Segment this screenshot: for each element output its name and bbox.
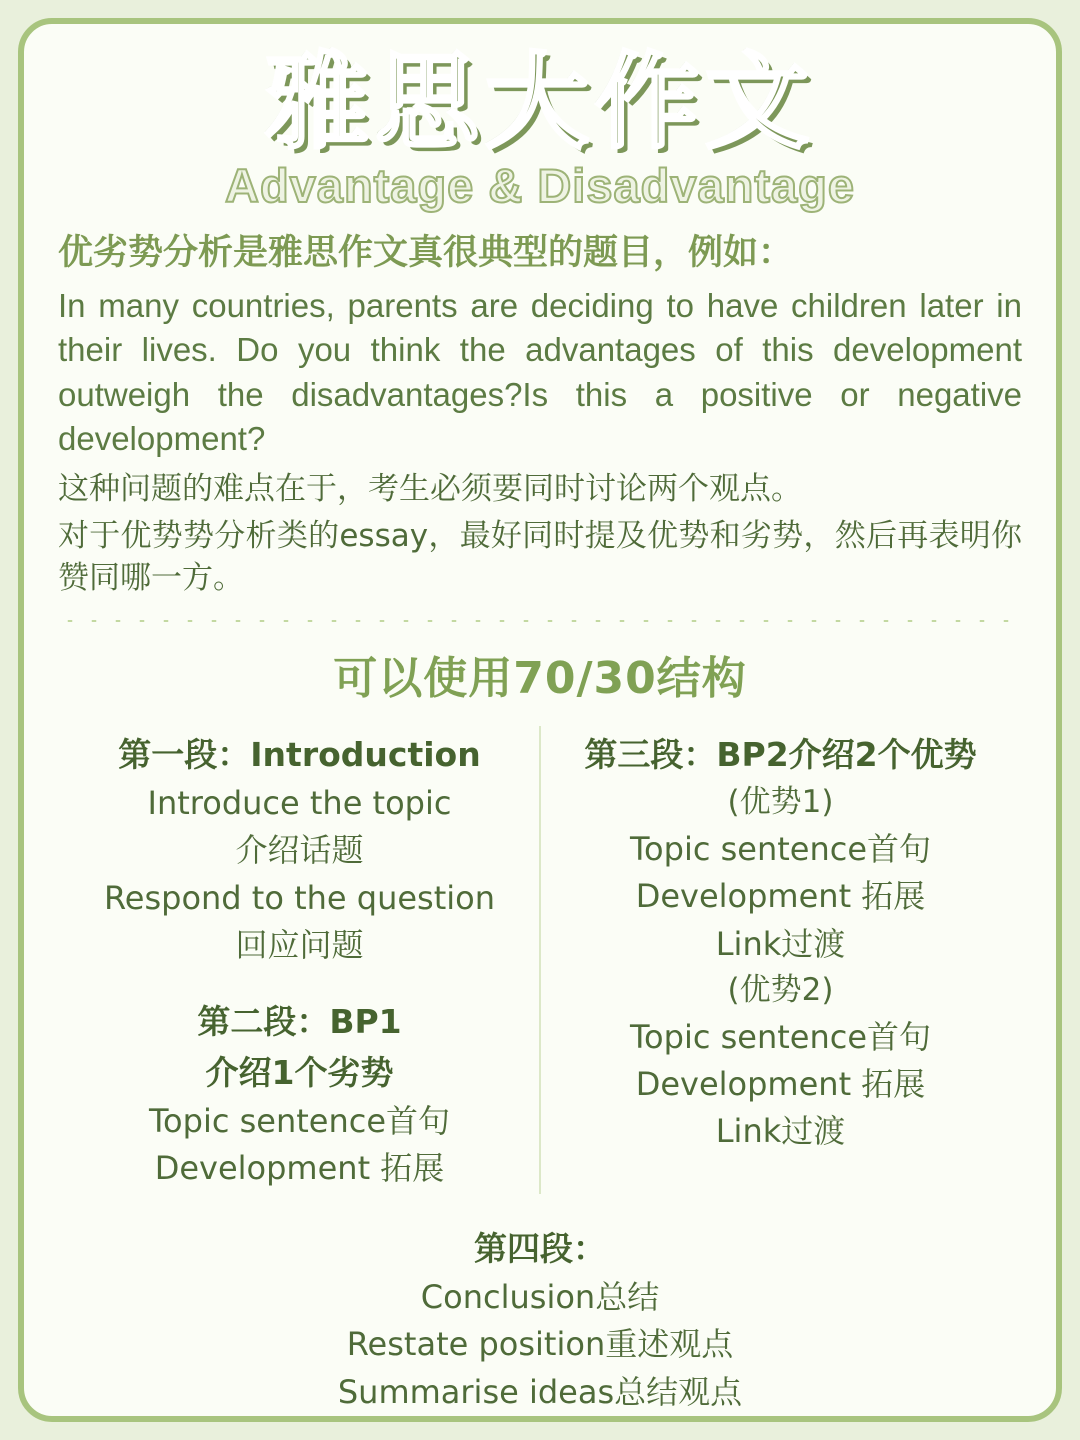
advantage-2-line: Topic sentence首句 bbox=[629, 1017, 932, 1056]
intro-block bbox=[24, 212, 1056, 600]
advantage-1-line: Topic sentence首句 bbox=[629, 830, 932, 869]
structure-columns bbox=[24, 712, 1056, 1194]
paragraph-1-line: Respond to the question bbox=[103, 878, 496, 917]
paragraph-4-line: Conclusion总结 bbox=[420, 1278, 660, 1317]
paragraph-1-line: 回应问题 bbox=[235, 925, 364, 964]
column-spacer bbox=[60, 971, 539, 993]
structure-heading: 可以使用70/30结构 bbox=[333, 653, 747, 705]
structure-column-right bbox=[539, 726, 1020, 1194]
advantage-2-line: Development 拓展 bbox=[635, 1064, 926, 1103]
paragraph-4-heading: 第四段： bbox=[474, 1229, 606, 1269]
advantage-1-line: Link过渡 bbox=[715, 924, 846, 963]
paragraph-2-line: Topic sentence首句 bbox=[148, 1101, 451, 1140]
paragraph-3-heading: 第三段：BP2介绍2个优势 bbox=[584, 735, 977, 775]
intro-note-2: 对于优势势分析类的essay，最好同时提及优势和劣势，然后再表明你赞同哪一方。 bbox=[58, 517, 1022, 597]
paragraph-4-line: Restate position重述观点 bbox=[346, 1325, 734, 1364]
advantage-2-label: (优势2) bbox=[727, 971, 834, 1008]
paragraph-2-subheading: 介绍1个劣势 bbox=[205, 1052, 394, 1092]
paragraph-2-line: Development 拓展 bbox=[154, 1149, 445, 1188]
advantage-2-line: Link过渡 bbox=[715, 1112, 846, 1151]
paragraph-4-line: Summarise ideas总结观点 bbox=[337, 1372, 743, 1411]
paragraph-2-heading: 第二段：BP1 bbox=[197, 1002, 402, 1042]
advantage-1-line: Development 拓展 bbox=[635, 877, 926, 916]
page-title-cn: 雅思大作文 bbox=[264, 41, 815, 163]
structure-column-left bbox=[60, 726, 539, 1194]
paragraph-1-line: 介绍话题 bbox=[235, 831, 364, 870]
page-title-en: Advantage & Disadvantage bbox=[225, 159, 855, 213]
dotted-divider bbox=[58, 616, 1022, 626]
essay-prompt: In many countries, parents are deciding to have children later in their lives. Do you think the advantages of this development outweigh the disadvantages?Is this a positive or negative development? bbox=[58, 286, 1022, 458]
intro-lead: 优劣势分析是雅思作文真很典型的题目，例如： bbox=[58, 233, 794, 273]
title-block bbox=[24, 24, 1056, 212]
structure-bottom bbox=[24, 1194, 1056, 1413]
poster-card bbox=[18, 18, 1062, 1422]
advantage-1-label: (优势1) bbox=[727, 784, 834, 821]
paragraph-1-heading: 第一段：Introduction bbox=[118, 735, 481, 775]
intro-note-1: 这种问题的难点在于，考生必须要同时讨论两个观点。 bbox=[58, 470, 802, 507]
paragraph-1-line: Introduce the topic bbox=[147, 784, 452, 823]
